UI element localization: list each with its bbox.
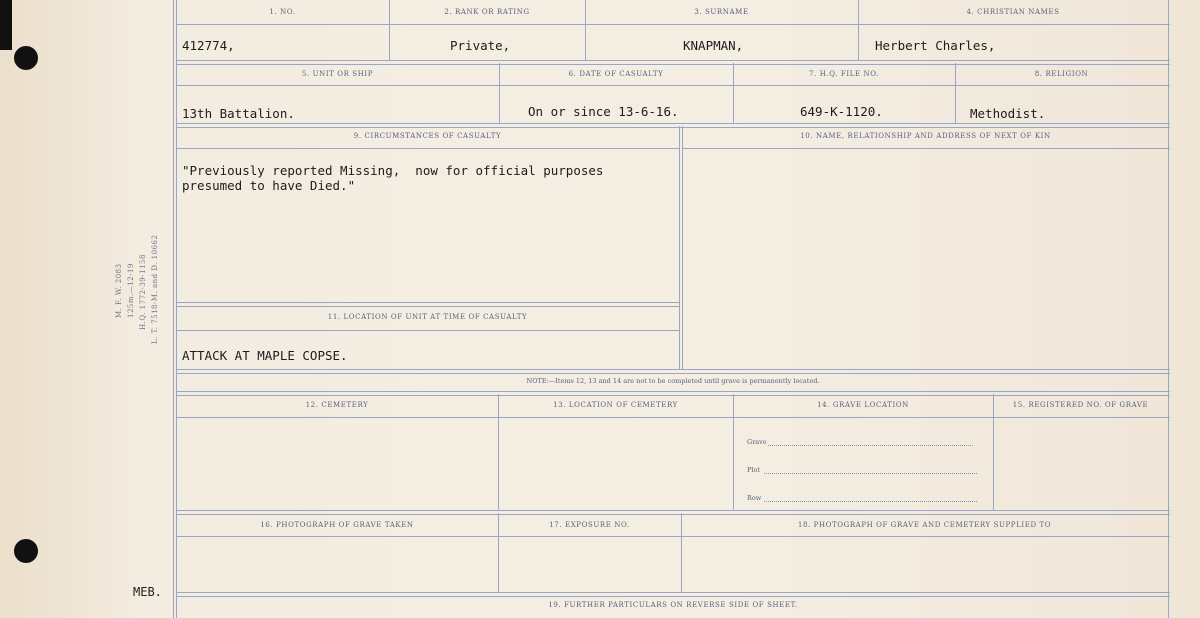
form-code-4: L. T. 7518-M. and D. 10662: [151, 234, 159, 344]
value-date: On or since 13-6-16.: [528, 104, 679, 119]
punch-hole-top: [14, 46, 38, 70]
punch-hole-bottom: [14, 539, 38, 563]
header-registered-no: 15. REGISTERED NO. OF GRAVE: [1012, 401, 1149, 409]
clerk-initials: MEB.: [133, 585, 162, 599]
value-location-unit: ATTACK AT MAPLE COPSE.: [182, 348, 348, 363]
header-religion: 8. RELIGION: [1034, 70, 1089, 78]
circumstances-line-2: presumed to have Died.": [182, 178, 356, 193]
row-label: Row: [747, 494, 762, 502]
form-code-2: 125m.—12-19: [127, 263, 135, 318]
value-file-no: 649-K-1120.: [800, 104, 883, 119]
plot-label: Plot: [747, 466, 760, 474]
value-surname: KNAPMAN,: [683, 38, 744, 53]
header-circumstances: 9. CIRCUMSTANCES OF CASUALTY: [353, 132, 502, 140]
value-religion: Methodist.: [970, 106, 1046, 121]
header-date: 6. DATE OF CASUALTY: [568, 70, 664, 78]
form-code-3: H.Q. 1772-39-1158: [139, 254, 147, 330]
circumstances-line-1: "Previously reported Missing, now for official purposes: [182, 163, 604, 178]
header-file-no: 7. H.Q. FILE NO.: [809, 70, 879, 78]
header-exposure-no: 17. EXPOSURE NO.: [549, 521, 630, 529]
edge-shadow: [0, 0, 12, 50]
note-text: NOTE:—Items 12, 13 and 14 are not to be completed until grave is permanently located.: [526, 377, 820, 385]
header-grave-location: 14. GRAVE LOCATION: [817, 401, 909, 409]
value-rank: Private,: [450, 38, 511, 53]
header-rank: 2. RANK OR RATING: [444, 8, 530, 16]
header-photograph-taken: 16. PHOTOGRAPH OF GRAVE TAKEN: [260, 521, 414, 529]
header-next-of-kin: 10. NAME, RELATIONSHIP AND ADDRESS OF NEXT OF KIN: [800, 132, 1051, 140]
value-christian-names: Herbert Charles,: [875, 38, 996, 53]
header-christian-names: 4. CHRISTIAN NAMES: [966, 8, 1060, 16]
grave-label: Grave: [747, 438, 767, 446]
header-location-cemetery: 13. LOCATION OF CEMETERY: [553, 401, 678, 409]
header-photograph-supplied: 18. PHOTOGRAPH OF GRAVE AND CEMETERY SUPPLIED TO: [797, 521, 1052, 529]
header-cemetery: 12. CEMETERY: [305, 401, 369, 409]
header-location-unit: 11. LOCATION OF UNIT AT TIME OF CASUALTY: [327, 313, 528, 321]
form-code-1: M. F. W. 2083: [115, 263, 123, 318]
value-unit: 13th Battalion.: [182, 106, 295, 121]
header-surname: 3. SURNAME: [694, 8, 749, 16]
header-unit: 5. UNIT OR SHIP: [301, 70, 374, 78]
header-number: 1. NO.: [269, 8, 296, 16]
value-number: 412774,: [182, 38, 235, 53]
footer-text: 19. FURTHER PARTICULARS ON REVERSE SIDE OF SHEET.: [548, 601, 798, 609]
